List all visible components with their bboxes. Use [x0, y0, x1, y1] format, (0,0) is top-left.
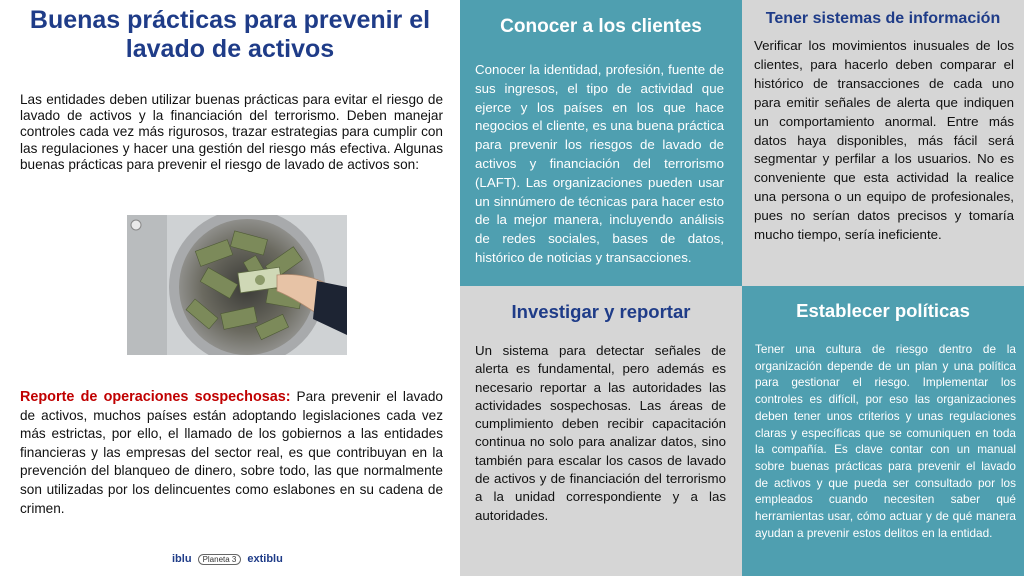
panel-sistemas-informacion: [742, 0, 1024, 286]
page-title: Buenas prácticas para prevenir el lavado de activos: [29, 6, 431, 63]
logo-planeta: Planeta 3: [198, 554, 242, 565]
footer-logos: [172, 553, 283, 565]
intro-paragraph: Las entidades deben utilizar buenas prácticas para evitar el riesgo de lavado de activos y la financiación del terrorismo. Deben manejar controles cada vez más rigurosos, trazar estrategias para cumplir con las regulaciones y hacer una gestión del riesgo más efectiva. Algunas buenas prácticas para prevenir el riesgo de lavado de activos son:: [20, 92, 443, 172]
panel-text: Conocer la identidad, profesión, fuente de sus ingresos, el tipo de actividad que ejerce y los países en los que hace negocios el cliente, es una buena práctica para prevenir los riesgos de lavado de activos y financiación del terrorismo (LAFT). Las organizaciones pueden usar un sinnúmero de técnicas para hacer esto de la mejor manera, incluyendo análisis de redes sociales, bases de datos, histórico de noticias y transacciones.: [475, 62, 724, 265]
report-heading: Reporte de operaciones sospechosas:: [20, 389, 291, 405]
logo-iblu: iblu: [172, 553, 192, 565]
washing-machine-money-photo: [127, 215, 347, 355]
panel-title: Investigar y reportar: [511, 301, 691, 322]
panel-title: Tener sistemas de información: [765, 10, 1001, 27]
panel-text: Tener una cultura de riesgo dentro de la organización depende de un plan y una política para gestionar el riesgo. Implementar los controles es difícil, por eso las organizaciones deben tener unos criterios y unas regulaciones claras y específicas que se comuniquen en toda la compañía. Es clave contar con un manual sobre buenas prácticas para prevenir el lavado de activos y que pueda ser consultado por los empleados cuando necesiten saber qué herramientas usar, cómo actuar y de qué manera ayudan a prevenir estos delitos en la entidad.: [755, 342, 1016, 540]
panel-title: Establecer políticas: [796, 300, 970, 321]
panel-investigar-reportar: [460, 286, 742, 576]
panel-establecer-politicas: [742, 286, 1024, 576]
panel-title: Conocer a los clientes: [500, 16, 702, 37]
panel-text: Un sistema para detectar señales de alerta es fundamental, pero además es necesario reportar a las autoridades las actividades sospechosas. Las áreas de cumplimiento deben recibir capacitación continua no solo para analizar datos, sino también para escalar los casos de lavado de activos y de financiación del terrorismo a la unidad correspondiente y a las autoridades.: [475, 343, 726, 523]
report-text: Para prevenir el lavado de activos, muchos países están adoptando legislaciones cada vez más estrictas, por ello, el llamado de los gobiernos a las entidades financieras y las empresas del sector real, es que contribuyan en la prevención del blanqueo de dinero, sobre todo, las que normalmente son utilizadas por los delincuentes como eslabones en su cadena de crimen.: [20, 389, 443, 516]
panel-text: Verificar los movimientos inusuales de los clientes, para hacerlo deben comparar el histórico de transacciones de cada uno para emitir señales de alerta que indiquen un comportamiento anormal. Entre más datos haya disponibles, más fácil será segmentar y perfilar a los usuarios. No es conveniente que esta actividad la realice una persona o un equipo de profesionales, pues no serían datos precisos y tomaría mucho tiempo, sería ineficiente.: [754, 38, 1014, 243]
panel-conocer-clientes: [460, 0, 742, 286]
logo-extiblu: extiblu: [247, 553, 283, 565]
report-paragraph: [20, 388, 443, 518]
